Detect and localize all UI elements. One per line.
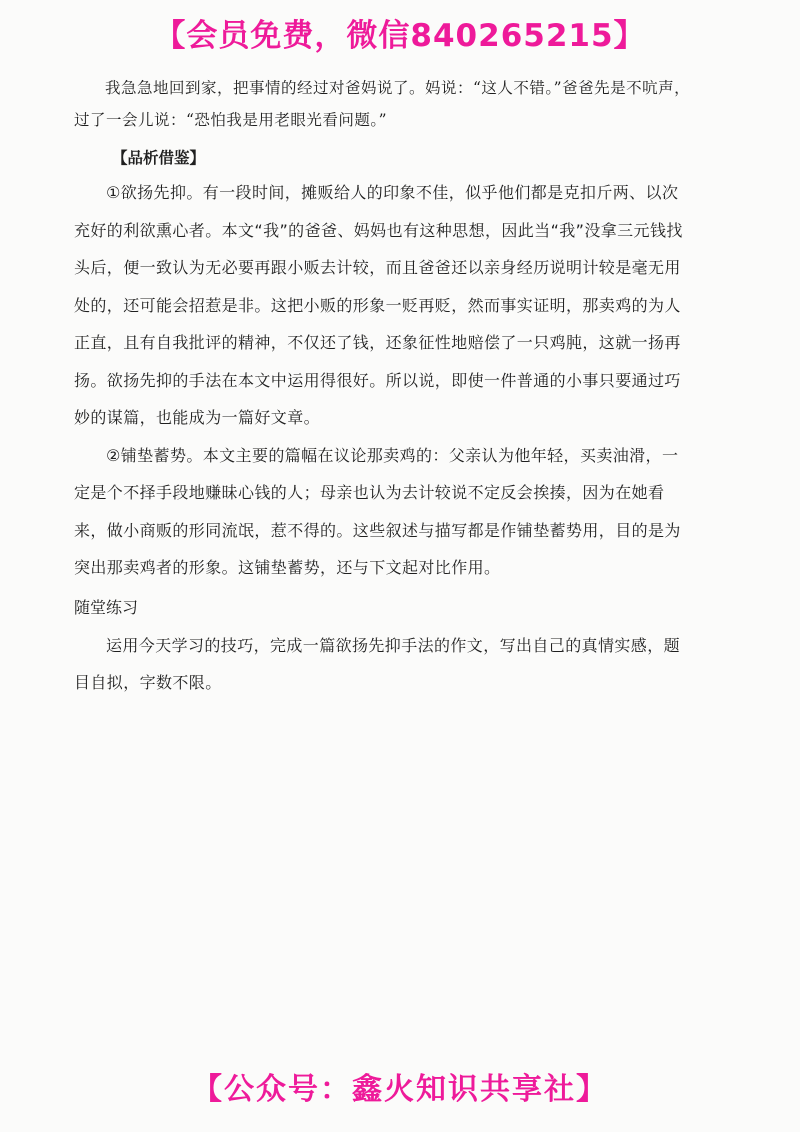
analysis-heading: 【品析借鉴】	[112, 149, 206, 167]
header-banner: 【会员免费，微信840265215】	[154, 18, 646, 54]
story-excerpt: 我急急地回到家，把事情的经过对爸妈说了。妈说：“这人不错。”爸爸先是不吭声，过了一会儿说：“恐怕我是用老眼光看问题。”	[74, 79, 691, 129]
practice-text: 运用今天学习的技巧，完成一篇欲扬先抑手法的作文，写出自己的真情实感，题目自拟，字数不限。	[74, 635, 681, 692]
analysis-paragraph-2: ②铺垫蓄势。本文主要的篇幅在议论那卖鸡的：父亲认为他年轻，买卖油滑，一定是个不择手段地赚昧心钱的人；母亲也认为去计较说不定反会挨揍，因为在她看来，做小商贩的形同流氓，惹不得的。这些叙述与描写都是作铺垫蓄势用，目的是为突出那卖鸡者的形象。这铺垫蓄势，还与下文起对比作用。	[74, 445, 681, 577]
document-body	[74, 72, 694, 702]
practice-heading: 随堂练习	[74, 597, 139, 617]
analysis-paragraph-1: ①欲扬先抑。有一段时间，摊贩给人的印象不佳，似乎他们都是克扣斤两、以次充好的利欲熏心者。本文“我”的爸爸、妈妈也有这种思想，因此当“我”没拿三元钱找头后，便一致认为无必要再跟小贩去计较，而且爸爸还以亲身经历说明计较是毫无用处的，还可能会招惹是非。这把小贩的形象一贬再贬，然而事实证明，那卖鸡的为人正直，且有自我批评的精神，不仅还了钱，还象征性地赔偿了一只鸡肫，这就一扬再扬。欲扬先抑的手法在本文中运用得很好。所以说，即使一件普通的小事只要通过巧妙的谋篇，也能成为一篇好文章。	[74, 183, 683, 427]
footer-banner: 【公众号：鑫火知识共享社】	[192, 1072, 608, 1107]
